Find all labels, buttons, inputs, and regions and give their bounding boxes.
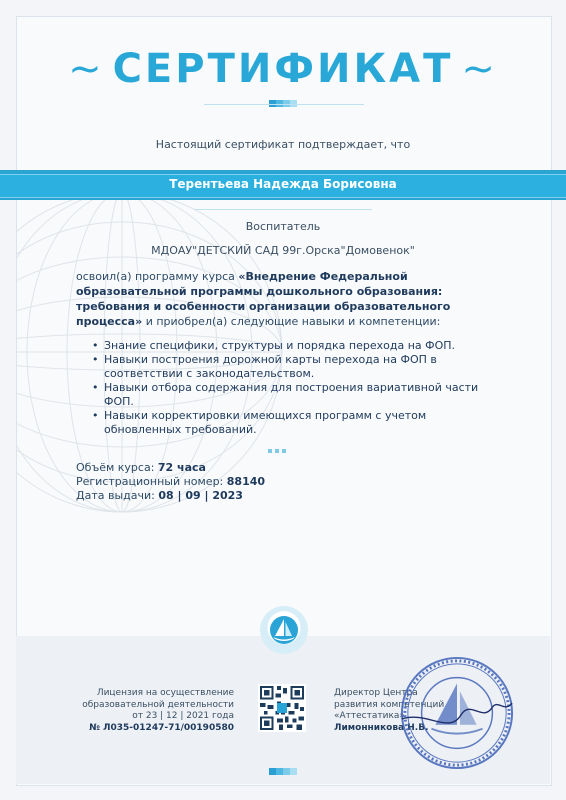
course-suffix: и приобрел(а) следующие навыки и компетенции: xyxy=(142,315,441,328)
certificate-details xyxy=(76,461,376,503)
official-stamp-icon xyxy=(398,654,516,772)
recipient-position: Воспитатель xyxy=(245,220,321,233)
license-info: Лицензия на осуществление образовательной деятельности от 23 | 12 | 2021 года № Л035-01247-71/00190580 xyxy=(82,688,234,733)
qr-code-icon xyxy=(258,684,306,732)
course-volume: Объём курса: 72 часа xyxy=(76,461,206,474)
title-tilde-left: ~ xyxy=(68,46,105,92)
skill-item: • Знание специфики, структуры и порядка перехода на ФОП. xyxy=(92,339,492,353)
decor-square xyxy=(276,768,283,775)
divider-line xyxy=(194,209,372,210)
course-name: «Внедрение Федеральной образовательной программы дошкольного образования: требования и особенности организации образовательного процесса» xyxy=(76,270,451,328)
skill-item: • Навыки построения дорожной карты перехода на ФОП в соответствии с законодательством. xyxy=(92,353,492,381)
director-info: Директор Центра развития компетенций «Аттестатика» Лимонникова Н.В. xyxy=(334,688,445,733)
decor-dots xyxy=(268,438,289,457)
skill-item: • Навыки отбора содержания для построения вариативной части ФОП. xyxy=(92,381,492,409)
title-tilde-right: ~ xyxy=(461,46,498,92)
confirm-text: Настоящий сертификат подтверждает, что xyxy=(155,138,411,151)
divider-line xyxy=(204,104,364,105)
skills-list xyxy=(92,339,492,437)
registration-number: Регистрационный номер: 88140 xyxy=(76,475,266,488)
certificate-title xyxy=(0,46,566,92)
recipient-name: Терентьева Надежда Борисовна xyxy=(169,177,397,191)
decor-square xyxy=(290,768,297,775)
sailboat-logo-icon xyxy=(260,606,308,654)
course-description xyxy=(76,269,496,329)
decor-square xyxy=(269,768,276,775)
organization-name: МДОАУ"ДЕТСКИЙ САД 99г.Орска"Домовенок" xyxy=(151,244,415,257)
decor-square xyxy=(283,768,290,775)
title-text: СЕРТИФИКАТ xyxy=(112,46,454,92)
course-prefix: освоил(а) программу курса xyxy=(76,270,239,283)
skill-item: • Навыки корректировки имеющихся программ с учетом обновленных требований. xyxy=(92,409,492,437)
issue-date: Дата выдачи: 08 | 09 | 2023 xyxy=(76,489,243,502)
